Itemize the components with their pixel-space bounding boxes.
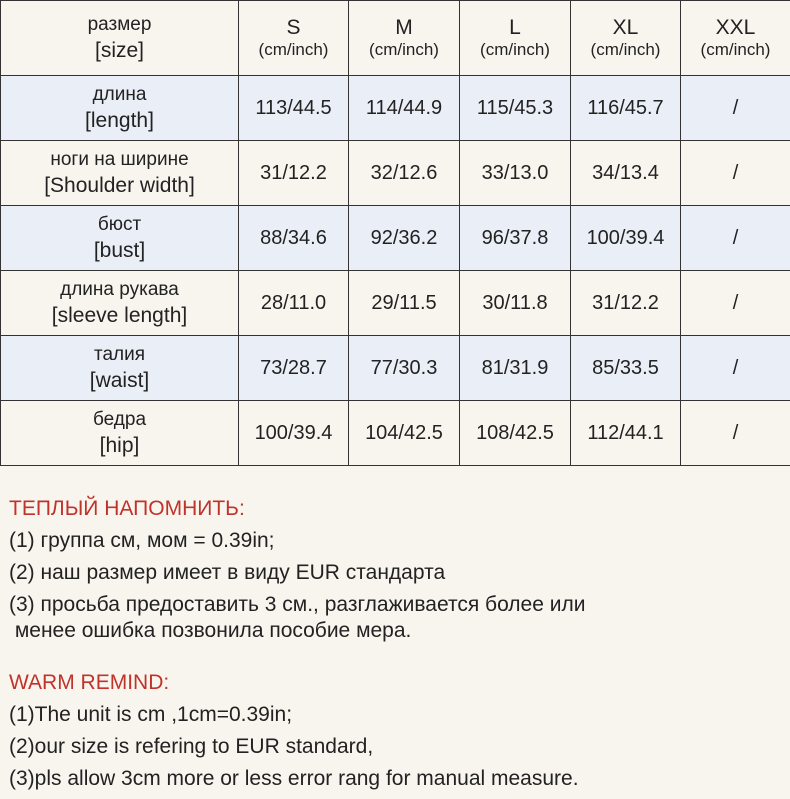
note-line: (1)The unit is cm ,1cm=0.39in; (9, 703, 293, 726)
header-size-m (349, 1, 460, 76)
table-cell: 116/45.7 (571, 76, 681, 141)
table-cell: 100/39.4 (571, 206, 681, 271)
row-label-ru: бедра (92, 408, 147, 430)
size-name: S (286, 16, 301, 39)
note-line: (3) просьба предоставить 3 см., разглаживается более или (9, 593, 586, 616)
note-line: (2)our size is refering to EUR standard, (9, 735, 374, 758)
table-cell: 32/12.6 (349, 141, 460, 206)
size-unit: (cm/inch) (258, 40, 329, 59)
row-label-ru: ноги на ширине (50, 148, 189, 170)
note-line: (2) наш размер имеет в виду EUR стандарта (9, 561, 446, 584)
row-label-cell (1, 336, 239, 401)
row-label-cell (1, 76, 239, 141)
header-label-en: [size] (94, 38, 144, 62)
row-label-en: [waist] (89, 368, 150, 392)
row-label-en: [hip] (99, 433, 140, 457)
header-size-xl (571, 1, 681, 76)
note-line: менее ошибка позвонила пособие мера. (9, 619, 412, 642)
table-header-row (1, 1, 790, 76)
table-row-hip (1, 401, 790, 466)
row-label-en: [sleeve length] (51, 303, 188, 327)
row-label-en: [Shoulder width] (44, 173, 195, 197)
table-cell: 30/11.8 (460, 271, 571, 336)
table-cell: 104/42.5 (349, 401, 460, 466)
table-cell: / (681, 76, 790, 141)
notes-title-ru: ТЕПЛЫЙ НАПОМНИТЬ: (9, 497, 245, 520)
table-cell: / (681, 401, 790, 466)
table-cell: 31/12.2 (239, 141, 349, 206)
notes-title-en: WARM REMIND: (9, 671, 170, 694)
table-cell: / (681, 336, 790, 401)
table-cell: 29/11.5 (349, 271, 460, 336)
row-label-cell (1, 206, 239, 271)
table-cell: / (681, 141, 790, 206)
table-cell: 34/13.4 (571, 141, 681, 206)
table-row-sleeve-length (1, 271, 790, 336)
size-name: L (509, 16, 521, 39)
table-cell: 81/31.9 (460, 336, 571, 401)
row-label-en: [length] (85, 108, 154, 132)
table-cell: 73/28.7 (239, 336, 349, 401)
table-row-bust (1, 206, 790, 271)
size-unit: (cm/inch) (700, 40, 771, 59)
size-unit: (cm/inch) (369, 40, 439, 59)
table-cell: 28/11.0 (239, 271, 349, 336)
table-row-length (1, 76, 790, 141)
notes-section (9, 496, 585, 792)
table-cell: 108/42.5 (460, 401, 571, 466)
table-cell: 85/33.5 (571, 336, 681, 401)
table-cell: 100/39.4 (239, 401, 349, 466)
size-unit: (cm/inch) (480, 40, 550, 59)
row-label-ru: талия (93, 343, 146, 365)
size-unit: (cm/inch) (590, 40, 661, 59)
note-line: (3)pls allow 3cm more or less error rang for manual measure. (9, 767, 579, 790)
row-label-cell (1, 271, 239, 336)
table-cell: / (681, 206, 790, 271)
table-cell: 77/30.3 (349, 336, 460, 401)
row-label-cell (1, 141, 239, 206)
table-cell: 113/44.5 (239, 76, 349, 141)
table-row-waist (1, 336, 790, 401)
table-row-shoulder-width (1, 141, 790, 206)
size-name: M (395, 16, 413, 39)
table-cell: 115/45.3 (460, 76, 571, 141)
row-label-cell (1, 401, 239, 466)
row-label-ru: длина рукава (60, 278, 179, 300)
table-cell: 92/36.2 (349, 206, 460, 271)
header-size-s (239, 1, 349, 76)
table-cell: 96/37.8 (460, 206, 571, 271)
size-name: XL (612, 16, 639, 39)
note-line: (1) группа см, мом = 0.39in; (9, 529, 275, 552)
header-size-xxl (681, 1, 790, 76)
table-cell: 33/13.0 (460, 141, 571, 206)
row-label-ru: бюст (97, 213, 142, 235)
size-name: XXL (715, 16, 756, 39)
table-cell: 88/34.6 (239, 206, 349, 271)
row-label-ru: длина (92, 83, 147, 105)
table-cell: 114/44.9 (349, 76, 460, 141)
table-cell: 112/44.1 (571, 401, 681, 466)
table-cell: / (681, 271, 790, 336)
header-size-l (460, 1, 571, 76)
header-size-label-cell (1, 1, 239, 76)
header-label-ru: размер (87, 13, 152, 35)
row-label-en: [bust] (93, 238, 146, 262)
table-cell: 31/12.2 (571, 271, 681, 336)
